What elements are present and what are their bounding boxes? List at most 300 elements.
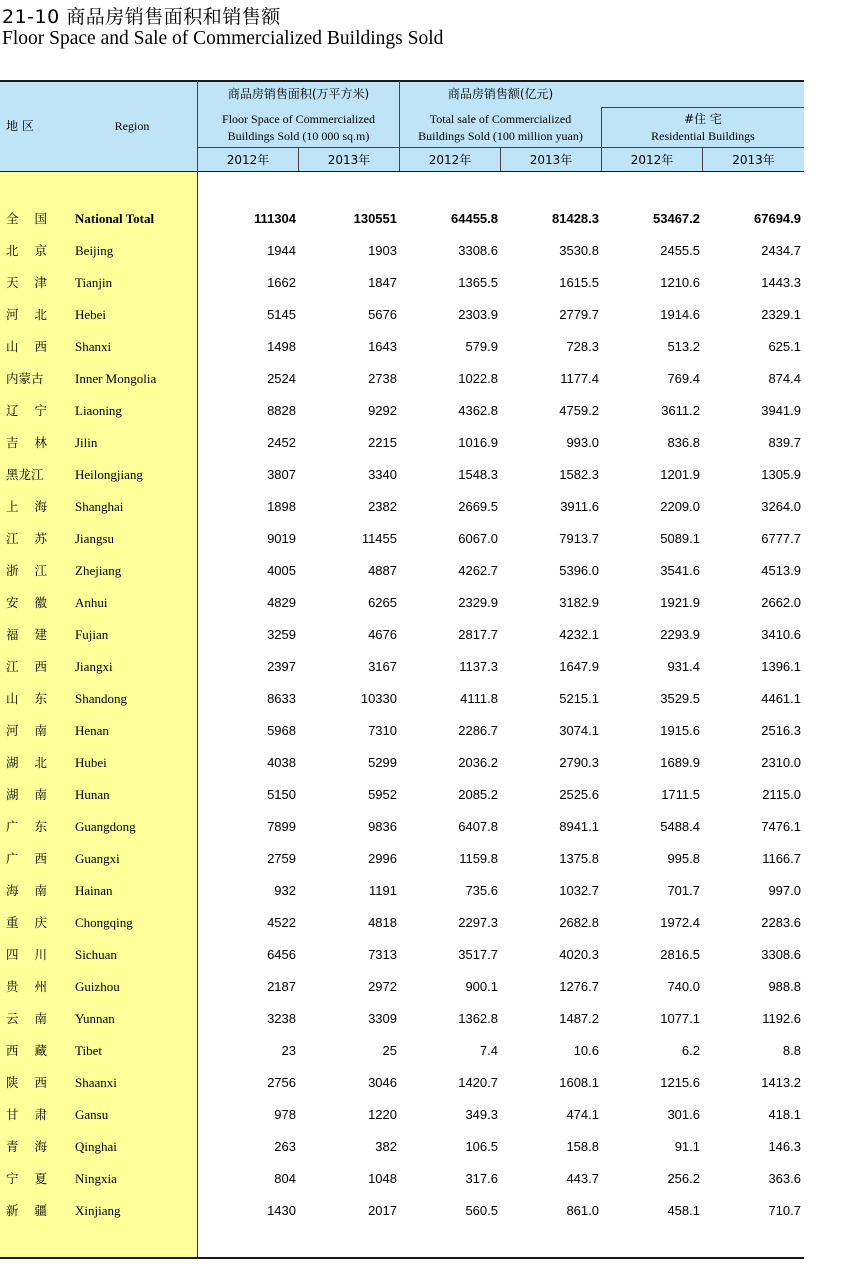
- region-name-cn: 安 徽: [6, 595, 53, 610]
- table-title-chinese: 21-10 商品房销售面积和销售额: [2, 6, 281, 28]
- value-cell: 3517.7: [458, 947, 498, 962]
- value-cell: 1430: [267, 1203, 296, 1218]
- value-cell: 3167: [368, 659, 397, 674]
- region-name-en: Ningxia: [75, 1171, 117, 1186]
- value-cell: 1972.4: [660, 915, 700, 930]
- table-title-english: Floor Space and Sale of Commercialized Buildings Sold: [2, 28, 444, 49]
- value-cell: 1420.7: [458, 1075, 498, 1090]
- region-name-en: Zhejiang: [75, 563, 122, 578]
- value-cell: 2115.0: [762, 787, 801, 802]
- value-cell: 1915.6: [660, 723, 700, 738]
- region-name-cn: 甘 肃: [6, 1107, 53, 1122]
- value-cell: 9019: [267, 531, 296, 546]
- region-name-cn: 天 津: [6, 275, 53, 290]
- region-name-en: Liaoning: [75, 403, 122, 418]
- value-cell: 2455.5: [660, 243, 700, 258]
- region-name-en: Jilin: [75, 435, 98, 450]
- region-name-cn: 江 西: [6, 659, 53, 674]
- region-name-en: Shandong: [75, 691, 127, 706]
- table-row: [0, 875, 804, 907]
- table-row: [0, 939, 804, 971]
- value-cell: 3541.6: [660, 563, 700, 578]
- table-row: [0, 395, 804, 427]
- region-name-cn: 吉 林: [6, 435, 53, 450]
- region-name-en: Sichuan: [75, 947, 117, 962]
- value-cell: 1016.9: [458, 435, 498, 450]
- table-row: [0, 683, 804, 715]
- value-cell: 4829: [267, 595, 296, 610]
- value-cell: 995.8: [667, 851, 700, 866]
- region-name-en: Inner Mongolia: [75, 371, 157, 386]
- value-cell: 1647.9: [559, 659, 599, 674]
- value-cell: 3309: [368, 1011, 397, 1026]
- value-cell: 2310.0: [761, 755, 801, 770]
- value-cell: 2756: [267, 1075, 296, 1090]
- table-row: [0, 1035, 804, 1067]
- value-cell: 474.1: [566, 1107, 599, 1122]
- value-cell: 1487.2: [559, 1011, 599, 1026]
- value-cell: 804: [274, 1171, 296, 1186]
- table-row: [0, 235, 804, 267]
- value-cell: 5676: [368, 307, 397, 322]
- value-cell: 5150: [267, 787, 296, 802]
- value-cell: 81428.3: [552, 211, 599, 226]
- table-row: [0, 555, 804, 587]
- value-cell: 4676: [368, 627, 397, 642]
- value-cell: 1220: [368, 1107, 397, 1122]
- value-cell: 579.9: [465, 339, 498, 354]
- value-cell: 146.3: [768, 1139, 801, 1154]
- value-cell: 2434.7: [761, 243, 801, 258]
- value-cell: 3911.6: [560, 499, 599, 514]
- table-row: [0, 1099, 804, 1131]
- value-cell: 4818: [368, 915, 397, 930]
- value-cell: 1582.3: [559, 467, 599, 482]
- value-cell: 8828: [267, 403, 296, 418]
- value-cell: 1210.6: [660, 275, 700, 290]
- value-cell: 1689.9: [660, 755, 700, 770]
- region-name-en: Beijing: [75, 243, 114, 258]
- value-cell: 988.8: [768, 979, 801, 994]
- value-cell: 3807: [267, 467, 296, 482]
- value-cell: 8941.1: [559, 819, 599, 834]
- value-cell: 91.1: [674, 1139, 700, 1154]
- value-cell: 6777.7: [761, 531, 801, 546]
- value-cell: 5396.0: [559, 563, 599, 578]
- region-name-en: Hebei: [75, 307, 107, 322]
- table-row: [0, 363, 804, 395]
- value-cell: 740.0: [667, 979, 700, 994]
- table-row: [0, 1003, 804, 1035]
- value-cell: 728.3: [566, 339, 599, 354]
- table-row: [0, 811, 804, 843]
- table-row: [0, 459, 804, 491]
- region-name-cn: 陕 西: [6, 1075, 53, 1090]
- value-cell: 625.1: [768, 339, 801, 354]
- value-cell: 1032.7: [559, 883, 599, 898]
- value-cell: 2085.2: [458, 787, 498, 802]
- region-name-cn: 山 西: [6, 339, 53, 354]
- value-cell: 4887: [368, 563, 397, 578]
- floor-space-header-cn: 商品房销售面积(万平方米): [227, 87, 370, 101]
- residential-header-cn: #住 宅: [684, 111, 722, 126]
- value-cell: 5299: [368, 755, 397, 770]
- header-divider: [601, 107, 804, 108]
- value-cell: 4522: [267, 915, 296, 930]
- value-cell: 5952: [368, 787, 397, 802]
- year-header: 2012年: [428, 152, 472, 167]
- value-cell: 1201.9: [660, 467, 700, 482]
- value-cell: 1177.4: [560, 371, 599, 386]
- residential-header-en: Residential Buildings: [651, 128, 755, 143]
- value-cell: 10330: [360, 691, 397, 706]
- region-name-cn: 江 苏: [6, 531, 53, 546]
- region-name-cn: 山 东: [6, 691, 53, 706]
- value-cell: 10.6: [573, 1043, 599, 1058]
- table-row: [0, 651, 804, 683]
- region-name-cn: 广 西: [6, 851, 53, 866]
- value-cell: 458.1: [667, 1203, 700, 1218]
- value-cell: 769.4: [667, 371, 700, 386]
- value-cell: 2662.0: [761, 595, 801, 610]
- value-cell: 1159.8: [459, 851, 498, 866]
- value-cell: 931.4: [667, 659, 700, 674]
- table-row: [0, 299, 804, 331]
- value-cell: 735.6: [465, 883, 498, 898]
- value-cell: 3340: [368, 467, 397, 482]
- value-cell: 2524: [267, 371, 296, 386]
- value-cell: 2682.8: [559, 915, 599, 930]
- region-name-en: Heilongjiang: [75, 467, 143, 482]
- value-cell: 7476.1: [761, 819, 801, 834]
- value-cell: 2293.9: [660, 627, 700, 642]
- value-cell: 3238: [267, 1011, 296, 1026]
- value-cell: 1898: [267, 499, 296, 514]
- value-cell: 3264.0: [761, 499, 801, 514]
- value-cell: 2286.7: [458, 723, 498, 738]
- value-cell: 2036.2: [458, 755, 498, 770]
- region-name-cn: 青 海: [6, 1139, 53, 1154]
- region-name-en: Qinghai: [75, 1139, 117, 1154]
- value-cell: 3259: [267, 627, 296, 642]
- value-cell: 2215: [368, 435, 397, 450]
- value-cell: 7913.7: [559, 531, 599, 546]
- region-name-cn: 河 南: [6, 723, 53, 738]
- value-cell: 1921.9: [660, 595, 700, 610]
- value-cell: 1166.7: [762, 851, 801, 866]
- value-cell: 25: [382, 1043, 397, 1058]
- total-sale-header-en-line2: Buildings Sold (100 million yuan): [418, 128, 583, 143]
- value-cell: 4759.2: [559, 403, 599, 418]
- value-cell: 6456: [267, 947, 296, 962]
- value-cell: 2669.5: [458, 499, 498, 514]
- value-cell: 106.5: [465, 1139, 498, 1154]
- table-row: [0, 491, 804, 523]
- value-cell: 256.2: [667, 1171, 700, 1186]
- value-cell: 2283.6: [761, 915, 801, 930]
- region-name-en: Shanghai: [75, 499, 124, 514]
- value-cell: 2759: [267, 851, 296, 866]
- region-name-en: Jiangxi: [75, 659, 113, 674]
- value-cell: 836.8: [667, 435, 700, 450]
- region-name-en: Tibet: [75, 1043, 102, 1058]
- value-cell: 1662: [267, 275, 296, 290]
- value-cell: 7.4: [479, 1043, 498, 1058]
- value-cell: 3529.5: [660, 691, 700, 706]
- region-name-cn: 四 川: [6, 947, 53, 962]
- value-cell: 1048: [368, 1171, 397, 1186]
- value-cell: 1215.6: [660, 1075, 700, 1090]
- value-cell: 6067.0: [458, 531, 498, 546]
- value-cell: 874.4: [768, 371, 801, 386]
- region-name-cn: 河 北: [6, 307, 53, 322]
- table-row: [0, 427, 804, 459]
- value-cell: 7310: [368, 723, 397, 738]
- value-cell: 9292: [368, 403, 397, 418]
- value-cell: 4232.1: [559, 627, 599, 642]
- table-row: [0, 523, 804, 555]
- value-cell: 263: [274, 1139, 296, 1154]
- region-name-cn: 浙 江: [6, 563, 53, 578]
- region-name-en: Hubei: [75, 755, 107, 770]
- value-cell: 1375.8: [559, 851, 599, 866]
- value-cell: 4262.7: [458, 563, 498, 578]
- region-name-cn: 湖 北: [6, 755, 53, 770]
- region-name-en: Hainan: [75, 883, 113, 898]
- value-cell: 2516.3: [761, 723, 801, 738]
- region-name-en: Guangxi: [75, 851, 120, 866]
- value-cell: 513.2: [667, 339, 700, 354]
- region-name-cn: 福 建: [6, 627, 53, 642]
- value-cell: 1643: [368, 339, 397, 354]
- total-sale-header-en-line1: Total sale of Commercialized: [429, 111, 572, 126]
- table-row: [0, 907, 804, 939]
- value-cell: 158.8: [566, 1139, 599, 1154]
- value-cell: 1608.1: [559, 1075, 599, 1090]
- region-name-en: Chongqing: [75, 915, 133, 930]
- region-name-cn: 北 京: [6, 243, 53, 258]
- value-cell: 363.6: [768, 1171, 801, 1186]
- value-cell: 2382: [368, 499, 397, 514]
- table-row: [0, 1163, 804, 1195]
- region-name-en: Shanxi: [75, 339, 112, 354]
- value-cell: 3074.1: [559, 723, 599, 738]
- value-cell: 2738: [368, 371, 397, 386]
- value-cell: 4005: [267, 563, 296, 578]
- table-row: [0, 1195, 804, 1227]
- value-cell: 4513.9: [761, 563, 801, 578]
- region-name-en: National Total: [75, 211, 155, 226]
- region-name-cn: 新 疆: [6, 1203, 53, 1218]
- value-cell: 1903: [368, 243, 397, 258]
- table-row: [0, 331, 804, 363]
- region-name-cn: 重 庆: [6, 915, 53, 930]
- value-cell: 1365.5: [458, 275, 498, 290]
- year-header: 2013年: [732, 152, 775, 167]
- value-cell: 993.0: [566, 435, 599, 450]
- value-cell: 5089.1: [660, 531, 700, 546]
- table-row: [0, 715, 804, 747]
- value-cell: 317.6: [465, 1171, 498, 1186]
- year-header: 2012年: [630, 152, 674, 167]
- value-cell: 6407.8: [458, 819, 498, 834]
- table-row-national-total: [0, 203, 804, 235]
- value-cell: 701.7: [667, 883, 700, 898]
- value-cell: 418.1: [768, 1107, 801, 1122]
- table-row: [0, 779, 804, 811]
- value-cell: 349.3: [465, 1107, 498, 1122]
- year-header: 2013年: [529, 152, 573, 167]
- value-cell: 1362.8: [458, 1011, 498, 1026]
- value-cell: 53467.2: [653, 211, 700, 226]
- table-row: [0, 1067, 804, 1099]
- value-cell: 5968: [267, 723, 296, 738]
- table-row: [0, 619, 804, 651]
- value-cell: 9836: [368, 819, 397, 834]
- value-cell: 2397: [267, 659, 296, 674]
- value-cell: 1413.2: [761, 1075, 801, 1090]
- value-cell: 4020.3: [559, 947, 599, 962]
- value-cell: 2817.7: [458, 627, 498, 642]
- value-cell: 1192.6: [762, 1011, 801, 1026]
- region-name-cn: 湖 南: [6, 787, 53, 802]
- region-name-en: Guangdong: [75, 819, 136, 834]
- table-row: [0, 267, 804, 299]
- floor-space-header-en-line2: Buildings Sold (10 000 sq.m): [227, 128, 370, 143]
- value-cell: 1276.7: [559, 979, 599, 994]
- region-name-en: Anhui: [75, 595, 108, 610]
- region-name-cn: 贵 州: [6, 979, 53, 994]
- value-cell: 3308.6: [458, 243, 498, 258]
- value-cell: 1305.9: [761, 467, 801, 482]
- value-cell: 2017: [368, 1203, 397, 1218]
- region-name-cn: 内蒙古: [6, 371, 44, 386]
- value-cell: 130551: [353, 211, 397, 226]
- value-cell: 839.7: [768, 435, 801, 450]
- value-cell: 3410.6: [761, 627, 801, 642]
- value-cell: 1137.3: [459, 659, 498, 674]
- value-cell: 23: [281, 1043, 296, 1058]
- value-cell: 2972: [368, 979, 397, 994]
- region-name-cn: 宁 夏: [6, 1171, 53, 1186]
- value-cell: 8.8: [782, 1043, 801, 1058]
- region-name-en: Fujian: [75, 627, 109, 642]
- value-cell: 111304: [254, 211, 296, 226]
- region-name-cn: 全 国: [6, 211, 53, 226]
- region-name-en: Hunan: [75, 787, 110, 802]
- value-cell: 2790.3: [559, 755, 599, 770]
- value-cell: 2329.9: [458, 595, 498, 610]
- value-cell: 560.5: [465, 1203, 498, 1218]
- value-cell: 4111.8: [460, 691, 498, 706]
- region-header-en: Region: [114, 119, 150, 133]
- value-cell: 2209.0: [660, 499, 700, 514]
- value-cell: 1914.6: [660, 307, 700, 322]
- value-cell: 8633: [267, 691, 296, 706]
- region-name-en: Henan: [75, 723, 109, 738]
- value-cell: 2452: [267, 435, 296, 450]
- value-cell: 2187: [267, 979, 296, 994]
- region-name-cn: 海 南: [6, 883, 53, 898]
- value-cell: 1191: [369, 883, 397, 898]
- value-cell: 2525.6: [559, 787, 599, 802]
- value-cell: 301.6: [667, 1107, 700, 1122]
- value-cell: 382: [375, 1139, 397, 1154]
- value-cell: 2329.1: [761, 307, 801, 322]
- region-header-cn: 地 区: [6, 119, 34, 133]
- region-name-en: Xinjiang: [75, 1203, 121, 1218]
- table-row: [0, 1131, 804, 1163]
- value-cell: 1396.1: [761, 659, 801, 674]
- value-cell: 2297.3: [458, 915, 498, 930]
- value-cell: 978: [274, 1107, 296, 1122]
- value-cell: 861.0: [566, 1203, 599, 1218]
- value-cell: 2303.9: [458, 307, 498, 322]
- region-name-cn: 上 海: [6, 499, 53, 514]
- table-row: [0, 587, 804, 619]
- region-name-en: Jiangsu: [75, 531, 114, 546]
- value-cell: 7313: [368, 947, 397, 962]
- value-cell: 5488.4: [660, 819, 700, 834]
- value-cell: 3611.2: [661, 403, 700, 418]
- value-cell: 1022.8: [458, 371, 498, 386]
- total-sale-header-cn: 商品房销售额(亿元): [447, 87, 554, 101]
- value-cell: 7899: [267, 819, 296, 834]
- value-cell: 5215.1: [559, 691, 599, 706]
- value-cell: 6.2: [681, 1043, 700, 1058]
- value-cell: 1443.3: [761, 275, 801, 290]
- value-cell: 1615.5: [559, 275, 599, 290]
- value-cell: 4038: [267, 755, 296, 770]
- value-cell: 710.7: [768, 1203, 801, 1218]
- year-header: 2013年: [327, 152, 371, 167]
- value-cell: 3941.9: [761, 403, 801, 418]
- value-cell: 3046: [368, 1075, 397, 1090]
- value-cell: 67694.9: [754, 211, 801, 226]
- region-name-cn: 广 东: [6, 819, 53, 834]
- region-name-en: Gansu: [75, 1107, 109, 1122]
- value-cell: 932: [274, 883, 296, 898]
- region-name-cn: 辽 宁: [6, 403, 53, 418]
- value-cell: 6265: [368, 595, 397, 610]
- table-bottom-rule: [0, 1257, 804, 1259]
- floor-space-header-en-line1: Floor Space of Commercialized: [222, 111, 375, 126]
- region-name-cn: 黑龙江: [6, 467, 44, 482]
- value-cell: 3182.9: [559, 595, 599, 610]
- value-cell: 4461.1: [761, 691, 801, 706]
- value-cell: 2816.5: [660, 947, 700, 962]
- region-name-en: Tianjin: [75, 275, 113, 290]
- value-cell: 997.0: [768, 883, 801, 898]
- table-row: [0, 971, 804, 1003]
- region-name-en: Shaanxi: [75, 1075, 117, 1090]
- table-row: [0, 843, 804, 875]
- value-cell: 4362.8: [458, 403, 498, 418]
- table-row: [0, 747, 804, 779]
- value-cell: 1548.3: [458, 467, 498, 482]
- region-name-cn: 云 南: [6, 1011, 53, 1026]
- value-cell: 3530.8: [559, 243, 599, 258]
- region-name-en: Yunnan: [75, 1011, 115, 1026]
- value-cell: 1944: [267, 243, 296, 258]
- value-cell: 1847: [368, 275, 397, 290]
- region-name-en: Guizhou: [75, 979, 120, 994]
- value-cell: 11455: [361, 531, 397, 546]
- value-cell: 900.1: [465, 979, 498, 994]
- value-cell: 1498: [267, 339, 296, 354]
- value-cell: 1077.1: [660, 1011, 700, 1026]
- value-cell: 3308.6: [761, 947, 801, 962]
